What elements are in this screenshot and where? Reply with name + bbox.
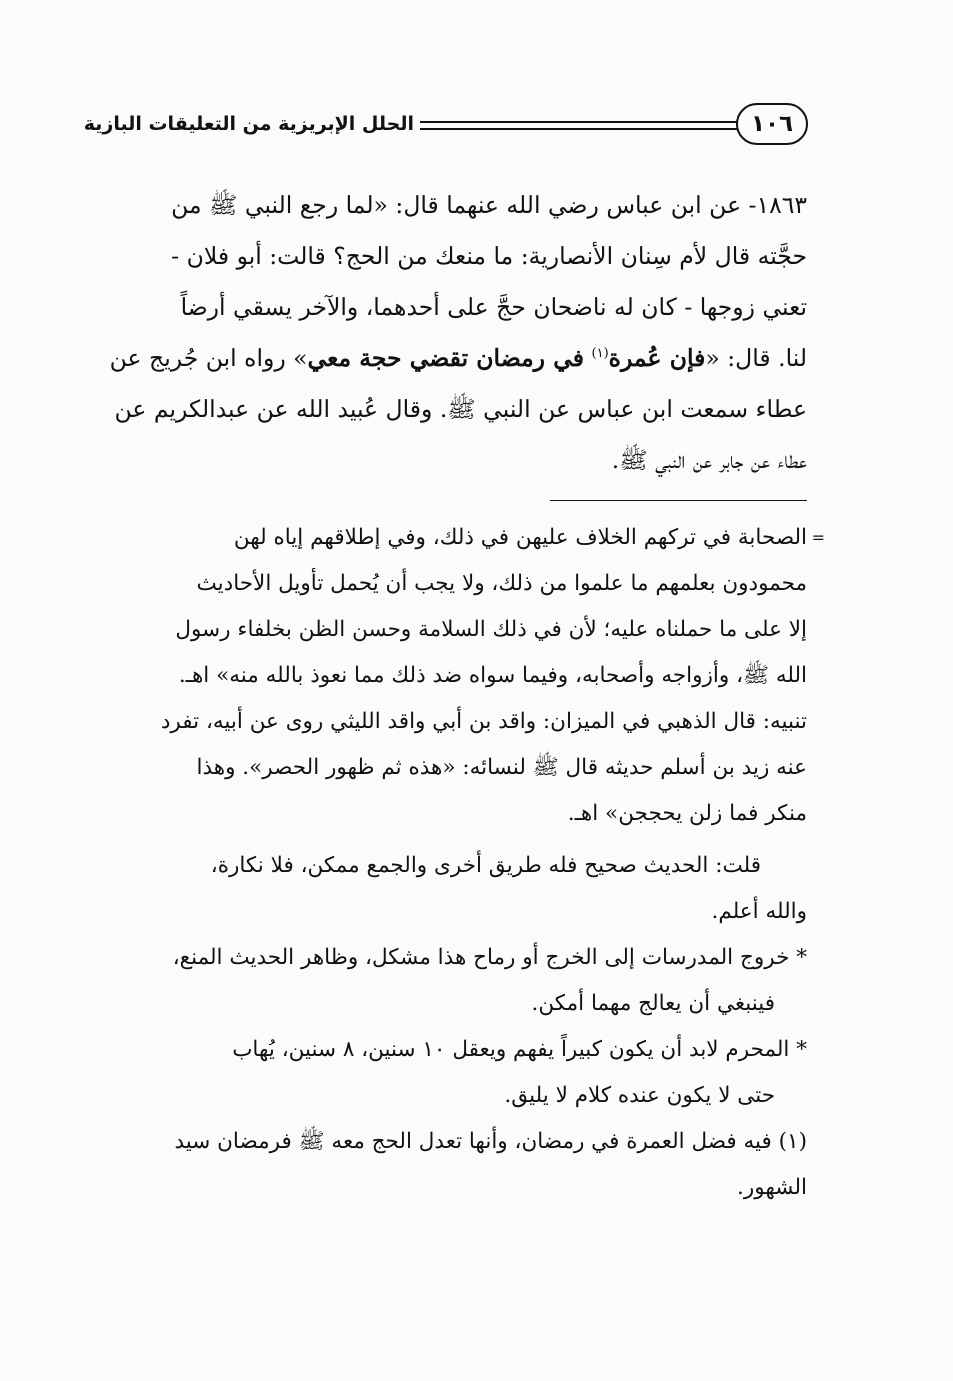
bullet-line: فينبغي أن يعالج مهما أمكن. [531, 991, 775, 1016]
emphasized-text: في رمضان تقضي حجة معي [307, 344, 585, 372]
main-text-line: عطاء سمعت ابن عباس عن النبي ﷺ. وقال عُبيد الله عن عبدالكريم عن [114, 395, 807, 423]
footnote-line: منكر فما زلن يحججن» اهـ. [567, 801, 807, 826]
running-header-title: الحلل الإبريزية من التعليقات البازية [83, 113, 414, 135]
header-double-rule [420, 121, 738, 130]
footnote-separator [550, 500, 807, 501]
text-fragment: لنا. قال: [727, 344, 807, 372]
footnote-line: قلت: الحديث صحيح فله طريق أخرى والجمع ممكن، فلا نكارة، [210, 853, 761, 878]
footnote-line: تنبيه: قال الذهبي في الميزان: واقد بن أبي واقد الليثي روى عن أبيه، تفرد [160, 709, 807, 734]
main-text-line: حجَّته قال لأم سِنان الأنصارية: ما منعك من الحج؟ قالت: أبو فلان - [171, 242, 807, 270]
footnote-one-line: (١) فيه فضل العمرة في رمضان، وأنها تعدل الحج معه ﷺ فرمضان سيد [174, 1129, 807, 1154]
page-number-badge: ١٠٦ [736, 103, 808, 145]
footnote-line: إلا على ما حملناه عليه؛ لأن في ذلك السلامة وحسن الظن بخلفاء رسول [175, 617, 807, 642]
continuation-marker: = [811, 528, 825, 547]
footnote-line: محمودون بعلمهم ما علموا من ذلك، ولا يجب أن يُحمل تأويل الأحاديث [196, 571, 807, 596]
footnote-line [103, 515, 825, 561]
footnote-reference[interactable]: (١) [591, 346, 609, 362]
main-text-line: عطاء عن جابر عن النبي ﷺ. [611, 446, 807, 474]
bullet-line: * المحرم لابد أن يكون كبيراً يفهم ويعقل ١٠ سنين، ٨ سنين، يُهاب [232, 1037, 807, 1062]
emphasized-text: فإن عُمرة [608, 344, 706, 372]
footnotes-block [103, 515, 825, 1211]
footnote-line: والله أعلم. [711, 899, 807, 924]
bullet-line: حتى لا يكون عنده كلام لا يليق. [504, 1083, 775, 1108]
footnote-line-text: الصحابة في تركهم الخلاف عليهن في ذلك، وفي إطلاقهم إياه لهن [233, 525, 807, 550]
bullet-line: * خروج المدرسات إلى الخرج أو رماح هذا مشكل، وظاهر الحديث المنع، [172, 945, 807, 970]
main-text-line: تعني زوجها - كان له ناضحان حجَّ على أحدهما، والآخر يسقي أرضاً [180, 293, 807, 321]
footnote-line: عنه زيد بن أسلم حديثه قال ﷺ لنسائه: «هذه ثم ظهور الحصر». وهذا [196, 755, 807, 780]
footnote-one-line: الشهور. [737, 1175, 807, 1200]
main-text-line-with-emphasis: لنا. قال: «فإن عُمرة$^{(١)}$ في رمضان تقضي حجة معي» رواه ابن جُريج عن [109, 344, 807, 372]
text-fragment: » رواه ابن جُريج عن [109, 344, 308, 372]
hadith-text-block [103, 180, 807, 486]
footnote-line: الله ﷺ، وأزواجه وأصحابه، وفيما سواه ضد ذلك مما نعوذ بالله منه» اهـ. [178, 663, 807, 688]
main-text-line: ١٨٦٣- عن ابن عباس رضي الله عنهما قال: «لما رجع النبي ﷺ من [171, 191, 807, 219]
